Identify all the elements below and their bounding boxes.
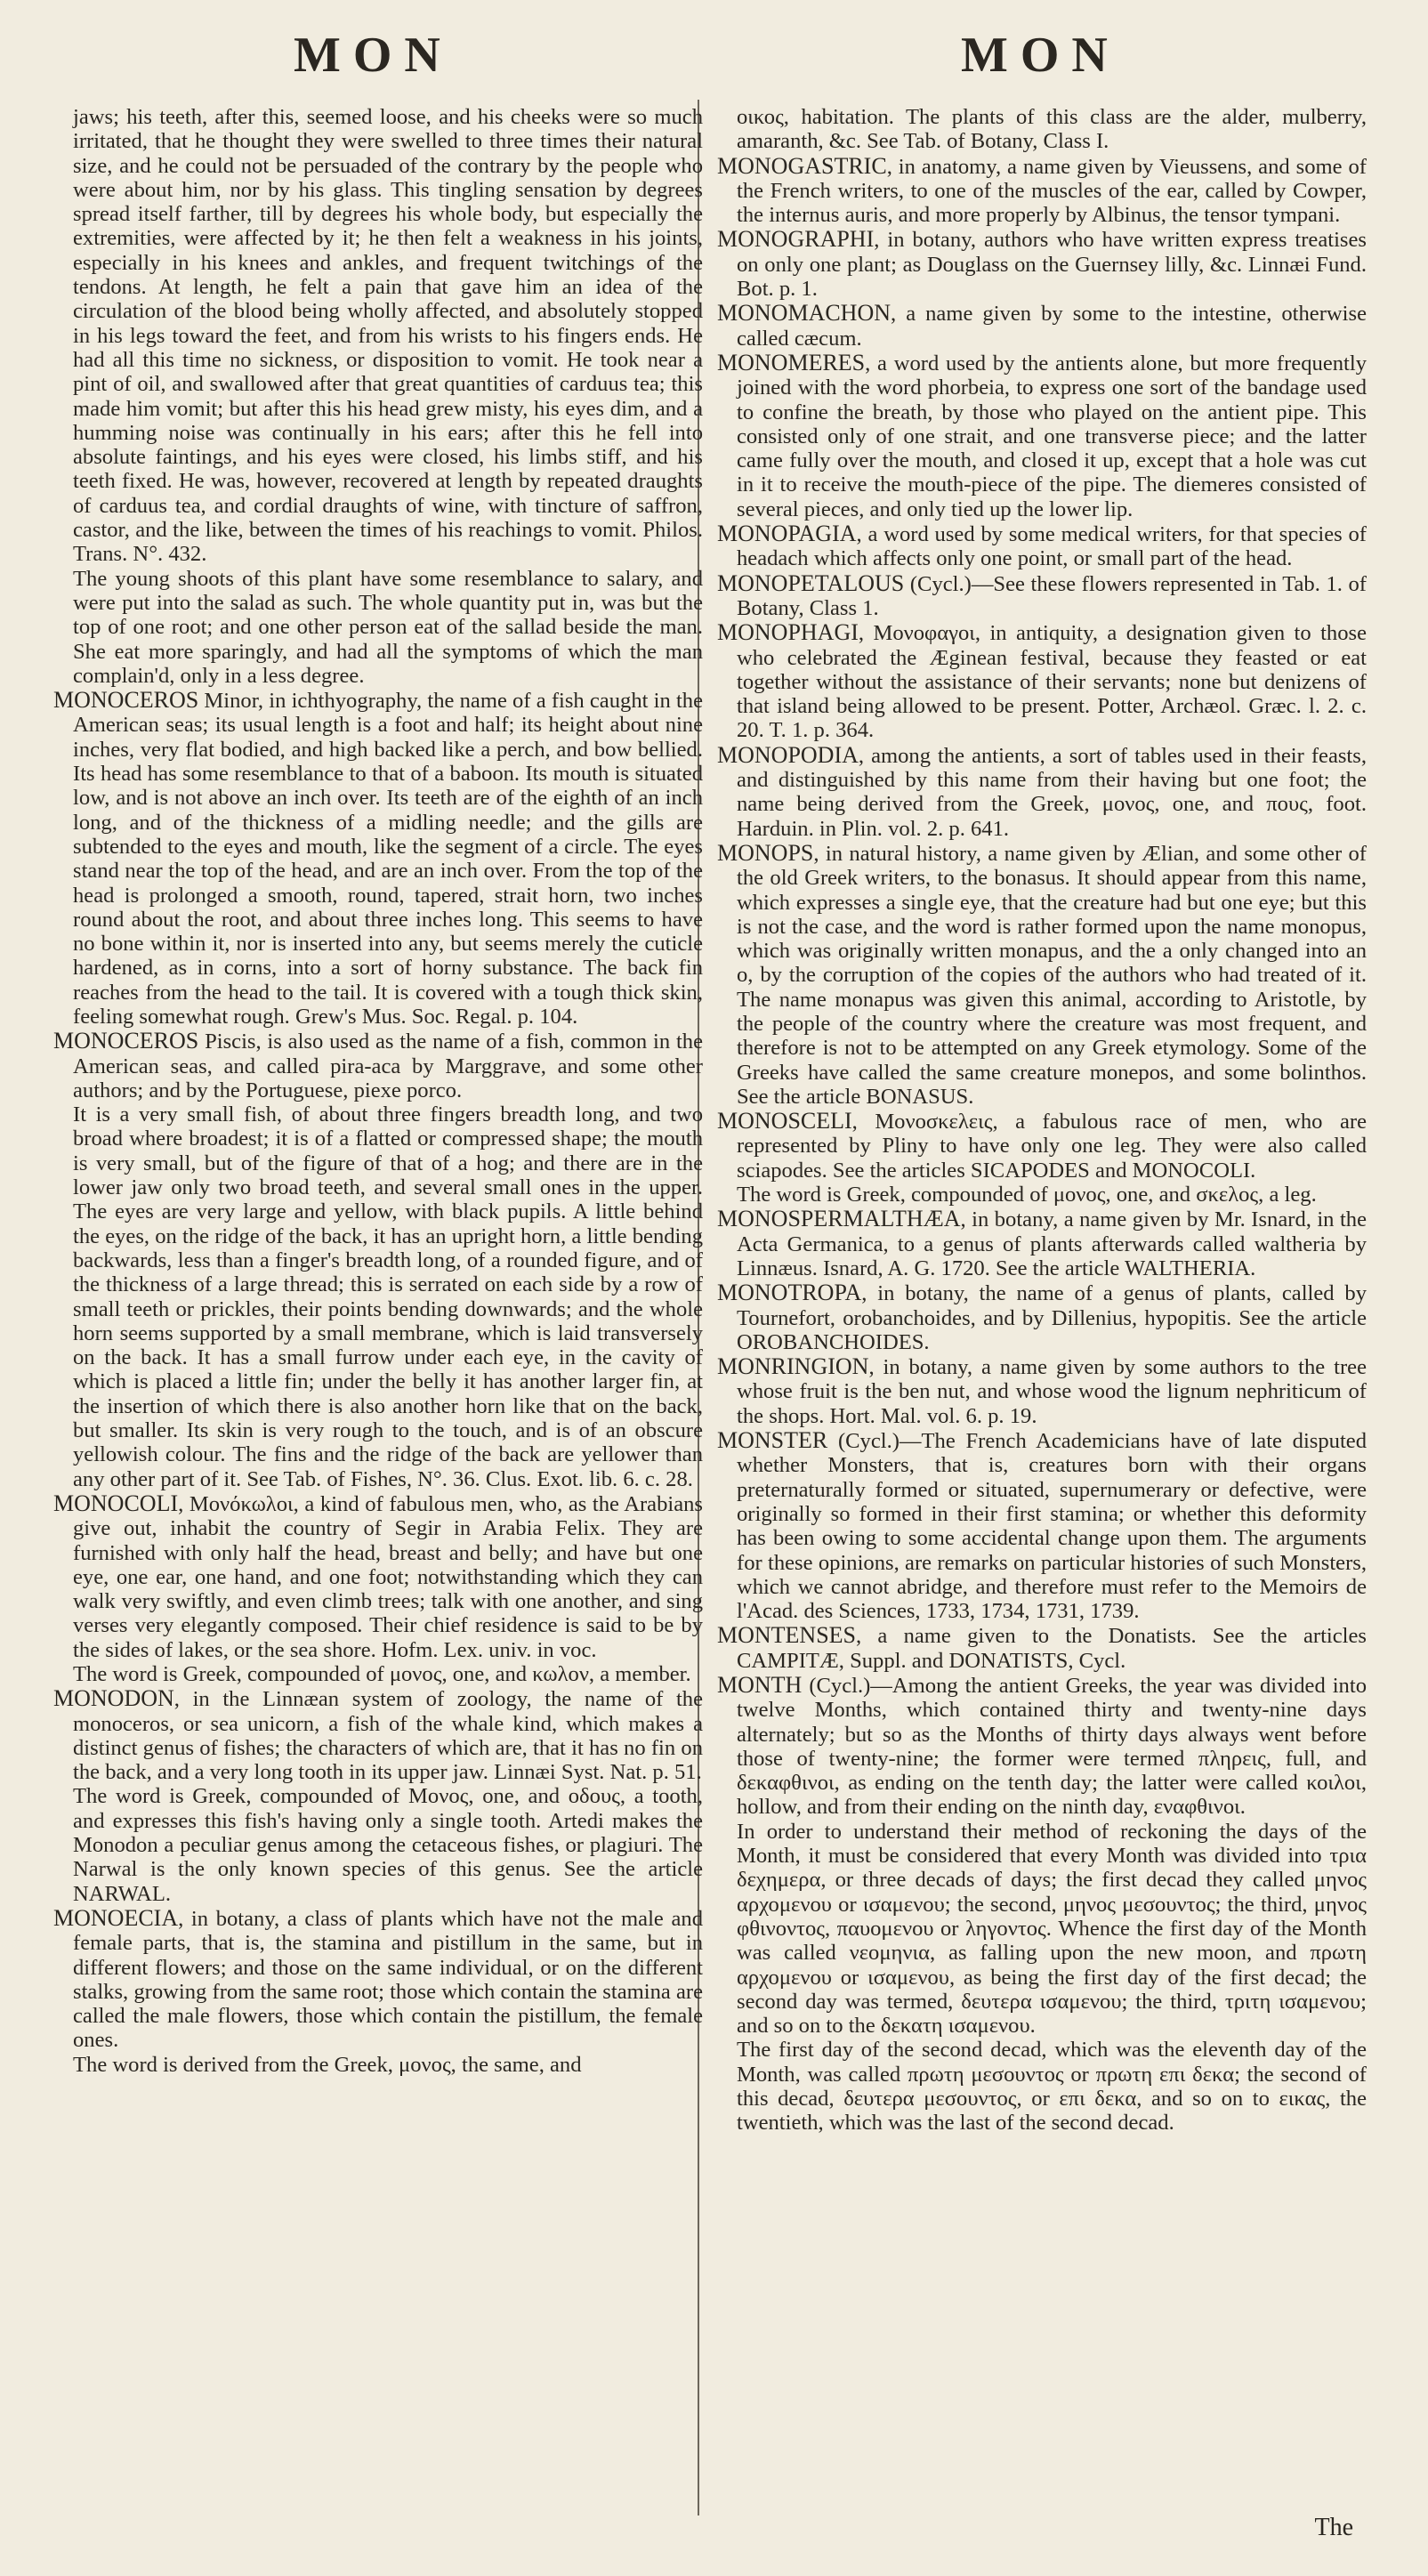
headword: MONOMERES: [717, 349, 866, 375]
entry-text: The first day of the second decad, which was the eleventh day of the Month, was called πρωτη μεσουντος or πρωτη επι δεκα; the second of this decad, δευτερα μεσουντος, or επι δεκα, and so on to εικας, the twentieth, which was the last of the second decad.: [737, 2038, 1367, 2136]
headword: MONODON: [53, 1685, 174, 1712]
headword: MONTENSES: [717, 1622, 857, 1649]
headword: MONOPS: [717, 839, 814, 866]
entry: [717, 105, 1367, 154]
entry: [53, 1029, 703, 1102]
headword: MONOCEROS: [53, 1028, 199, 1054]
entry-text: , in botany, a class of plants which have not the male and female parts, that is, the stamina and pistillum in the same, but in different flowers; and those on the same individual, or on the different stalks, growing from the same root; those which contain the stamina are called the male flowers, those which contain the pistillum, the female ones.: [73, 1906, 703, 2053]
entry: [717, 1673, 1367, 1820]
entry-text: , in anatomy, a name given by Vieussens, and some of the French writers, to one of the muscles of the ear, called by Cowper, the internus auris, and more properly by Albinus, the tensor tympani.: [737, 154, 1367, 228]
headword: MONOPODIA: [717, 741, 859, 768]
entry-text: It is a very small fish, of about three fingers breadth long, and two broad where broadest; it is of a flatted or compressed shape; the mouth is very small, but of the figure of that of a hog; and there are in the lower jaw only two broad teeth, and several small ones in the upper. The eyes are very large and yellow, with black pupils. A little behind the eyes, on the ridge of the back, it has an upright horn, a little bending backwards, less than a finger's breadth long, of a rounded figure, and of the thickness of a large thread; this is serrated on each side by a row of small teeth or prickles, their points bending downwards; and the whole horn seems supported by a small membrane, which is laid transversely on the back. It has a small furrow under each eye, in the cavity of which is placed a little fin; under the belly it has another larger fin, at the insertion of which there is also another horn like that on the back, but smaller. Its skin is very rough to the touch, and is of an obscure yellowish colour. The fins and the ridge of the back are yellower than any other part of it. See Tab. of Fishes, N°. 36. Clus. Exot. lib. 6. c. 28.: [73, 1102, 703, 1491]
entry: [53, 1906, 703, 2053]
entry: [717, 154, 1367, 228]
running-header-right: MON: [961, 28, 1120, 83]
entry: [53, 1102, 703, 1491]
entry: [53, 1784, 703, 1905]
headword: MONOTROPA: [717, 1280, 862, 1306]
headword: MONOGRAPHI: [717, 226, 875, 253]
entry-text: οικος, habitation. The plants of this class are the alder, mulberry, amaranth, &c. See Tab. of Botany, Class I.: [737, 105, 1367, 154]
entry-text: The word is Greek, compounded of μονος, one, and σκελος, a leg.: [737, 1183, 1317, 1207]
entry: [717, 1428, 1367, 1623]
entry-text: In order to understand their method of reckoning the days of the Month, it must be considered that every Month was divided into τρια δεχημερα, or three decads of days; the first decad they called μηνος αρχομενου or ισαμενου; the second, μηνος μεσουντος; the third, μηνος φθινοντος, παυομενου or ληγοντος. Whence the first day of the Month was called νεομηνια, as falling upon the new moon, and πρωτη αρχομενου or ισαμενου, as being the first day of the first decad; the second day was termed, δευτερα ισαμενου; the third, τριτη ισαμενου; and so on to the δεκατη ισαμενου.: [737, 1819, 1367, 2039]
entry: [53, 1491, 703, 1662]
entry: [717, 1280, 1367, 1354]
headword: MONOPHAGI: [717, 619, 859, 646]
entry-text: , in botany, a name given by some authors to the tree whose fruit is the ben nut, and whose wood the lignum nephriticum of the shops. Hort. Mal. vol. 6. p. 19.: [737, 1355, 1367, 1428]
entry-text: Minor, in ichthyography, the name of a fish caught in the American seas; its usual length is a foot and half; its height about nine inches, very flat bodied, and high backed like a perch, and bow bellied. Its head has some resemblance to that of a baboon. Its mouth is situated low, and is not above an inch over. Its teeth are of the eighth of an inch long, and of the thickness of a midling needle; and the gills are subtended to the eyes and mouth, like the segment of a circle. The eyes stand near the top of the head, and are an inch over. From the top of the head is prolonged a smooth, round, tapered, strait horn, two inches round about the root, and about three inches long. This seems to have no bone within it, nor is inserted into any, but seems merely the cuticle hardened, as in corns, into a sort of horny substance. The back fin reaches from the head to the tail. It is covered with a tough thick skin, feeling somewhat rough. Grew's Mus. Soc. Regal. p. 104.: [73, 689, 703, 1029]
entry-text: , in botany, a name given by Mr. Isnard, in the Acta Germanica, to a genus of plants afterwards called waltheria by Linnæus. Isnard, A. G. 1720. See the article WALTHERIA.: [737, 1207, 1367, 1280]
headword: MONOCEROS: [53, 687, 199, 714]
entry: [53, 1662, 703, 1686]
entry-text: (Cycl.)—See these flowers represented in Tab. 1. of Botany, Class 1.: [737, 571, 1367, 620]
entry: [717, 301, 1367, 351]
entry-text: (Cycl.)—Among the antient Greeks, the year was divided into twelve Months, which contained thirty and twenty-nine days alternately; but so as the Months of thirty days always went before those of twenty-nine; the former were termed πληρεις, full, and δεκαφθινοι, as ending on the tenth day; the latter were called κοιλοι, hollow, and from their ending on the ninth day, εναφθινοι.: [737, 1674, 1367, 1820]
entry-text: , a word used by the antients alone, but more frequently joined with the word phorbeia, to express one sort of the bandage used to confine the breath, by those who played on the antient pipe. This consisted only of one strait, and one transverse piece; and the latter came fully over the mouth, and closed it up, except that a hole was cut in it to receive the mouth-piece of the pipe. The diemeres consisted of several pieces, and only tied up the lower lip.: [737, 351, 1367, 521]
entry-text: , Μονοσκελεις, a fabulous race of men, who are represented by Pliny to have only one leg. They were also called sciapodes. See the articles SICAPODES and MONOCOLI.: [737, 1110, 1367, 1183]
headword: MONOSCELI: [717, 1108, 852, 1135]
entry: [53, 567, 703, 688]
entry-text: The word is derived from the Greek, μονος, the same, and: [73, 2052, 582, 2077]
headword: MONOPAGIA: [717, 521, 857, 547]
left-column: [53, 105, 703, 2077]
entry: [717, 620, 1367, 742]
headword: MONTH: [717, 1672, 803, 1698]
entry-text: , a name given to the Donatists. See the articles CAMPITÆ, Suppl. and DONATISTS, Cycl.: [737, 1624, 1367, 1673]
entry: [53, 105, 703, 567]
entry: [53, 1686, 703, 1784]
headword: MONSTER: [717, 1427, 828, 1454]
entry-text: Piscis, is also used as the name of a fish, common in the American seas, and called pira-aca by Marggrave, and some other authors; and by the Portuguese, piexe porco.: [73, 1030, 703, 1102]
headword: MONOSPERMALTHÆA: [717, 1206, 961, 1232]
right-column: [717, 105, 1367, 2136]
entry: [717, 2038, 1367, 2135]
entry-text: (Cycl.)—The French Academicians have of late disputed whether Monsters, that is, creatures born with their organs preternaturally formed or situated, supernumerary or defective, were originally so formed in their first stamina; or whether this deformity has been owing to some accidental change upon them. The arguments for these opinions, are remarks on particular histories of such Monsters, which we cannot abridge, and therefore must refer to the Memoirs de l'Acad. des Sciences, 1733, 1734, 1731, 1739.: [737, 1429, 1367, 1624]
headword: MONOPETALOUS: [717, 569, 905, 596]
entry-text: The young shoots of this plant have some resemblance to salary, and were put into the salad as such. The whole quantity put in, was but the top of one root; and one other person eat of the sallad beside the man. She eat more sparingly, and had all the symptoms of which the man complain'd, only in a less degree.: [73, 566, 703, 688]
entry-text: , Μονόκωλοι, a kind of fabulous men, who, as the Arabians give out, inhabit the country of Segir in Arabia Felix. They are furnished with only half the head, breast and belly; and have but one eye, one ear, one hand, and one foot; notwithstanding which they can walk very swiftly, and even climb trees; talk with one another, and sing verses very elegantly composed. Their chief residence is said to be by the sides of lakes, or the sea shore. Hofm. Lex. univ. in voc.: [73, 1491, 703, 1662]
headword: MONOECIA: [53, 1904, 179, 1931]
entry-text: , in the Linnæan system of zoology, the name of the monoceros, or sea unicorn, a fish of the whale kind, which makes a distinct genus of fishes; the characters of which are, that it has no fin on the back, and a very long tooth in its upper jaw. Linnæi Syst. Nat. p. 51.: [73, 1687, 703, 1785]
headword: MONOMACHON: [717, 300, 891, 327]
entry: [717, 1109, 1367, 1183]
entry: [717, 1623, 1367, 1673]
entry: [717, 227, 1367, 301]
headword: MONRINGION: [717, 1353, 869, 1380]
entry: [53, 688, 703, 1029]
entry-text: , in natural history, a name given by Ælian, and some other of the old Greek writers, to the bonasus. It should appear from this name, which expresses a single eye, that the creature had but one eye; but this is not the case, and the word is rather formed upon the name monopus, which was originally written monapus, and the a only changed into an o, by the corruption of the copies of the authors who had treated of it. The name monapus was given this animal, according to Aristotle, by the people of the country where the creature was most frequent, and therefore is not to be attempted on any Greek etymology. Some of the Greeks have called the same creature monepos, and some bolinthos. See the article BONASUS.: [737, 841, 1367, 1109]
entry-text: jaws; his teeth, after this, seemed loose, and his cheeks were so much irritated, that he thought they were swelled to three times their natural size, and he could not be persuaded of the contrary by the people who were about him, nor by his glass. This tingling sensation by degrees spread itself farther, till by degrees his whole body, but especially the extremities, were affected by it; he then felt a weakness in his joints, especially in his knees and ankles, and frequent twitchings of the tendons. At length, he felt a pain that gave him an idea of the circulation of the blood being wholly affected, and absolutely stopped in his legs toward the feet, and from his wrists to his fingers ends. He had all this time no sickness, or disposition to vomit. He took near a pint of oil, and swallowed after that great quantities of carduus tea; this made him vomit; but after this his head grew misty, his eyes dim, and a humming noise was continually in his ears; after this he fell into absolute faintings, and his eyes were closed, his limbs stiff, and his teeth fixed. He was, however, recovered at length by repeated draughts of carduus tea, and cordial draughts of wine, with tincture of saffron, castor, and the like, between the times of his reachings to vomit. Philos. Trans. N°. 432.: [73, 105, 703, 567]
entry: [53, 2053, 703, 2077]
entry: [717, 1207, 1367, 1280]
headword: MONOGASTRIC: [717, 152, 887, 179]
entry-text: , in botany, authors who have written express treatises on only one plant; as Douglass on the Guernsey lilly, &c. Linnæi Fund. Bot. p. 1.: [737, 228, 1367, 302]
entry-text: The word is Greek, compounded of μονος, one, and κωλον, a member.: [73, 1662, 691, 1686]
entry-text: , among the antients, a sort of tables used in their feasts, and distinguished by this name from their having but one foot; the name being derived from the Greek, μονος, one, and πους, foot. Harduin. in Plin. vol. 2. p. 641.: [737, 743, 1367, 841]
entry: [717, 571, 1367, 621]
entry: [717, 351, 1367, 521]
entry-text: The word is Greek, compounded of Μονος, one, and οδους, a tooth, and expresses this fish's having only a single tooth. Artedi makes the Monodon a peculiar genus among the cetaceous fishes, or plagiuri. The Narwal is the only known species of this genus. See the article NARWAL.: [73, 1784, 703, 1906]
entry: [717, 1820, 1367, 2039]
entry-text: , Μονοφαγοι, in antiquity, a designation given to those who celebrated the Æginean festival, because they feasted or eat together without the assistance of their servants; none but denizens of that island being allowed to be present. Potter, Archæol. Græc. l. 2. c. 20. T. 1. p. 364.: [737, 621, 1367, 743]
entry: [717, 1183, 1367, 1207]
entry: [717, 841, 1367, 1109]
entry-text: , in botany, the name of a genus of plants, called by Tournefort, orobanchoides, and by Dillenius, hypopitis. See the article OROBANCHOIDES.: [737, 1281, 1367, 1354]
entry-text: , a name given by some to the intestine, otherwise called cæcum.: [737, 302, 1367, 351]
entry: [717, 743, 1367, 841]
running-header-left: MON: [294, 28, 453, 83]
headword: MONOCOLI: [53, 1490, 179, 1516]
entry: [717, 521, 1367, 571]
entry: [717, 1354, 1367, 1428]
entry-text: , a word used by some medical writers, for that species of headach which affects only one point, or small part of the head.: [737, 522, 1367, 571]
catchword: The: [1314, 2514, 1353, 2541]
